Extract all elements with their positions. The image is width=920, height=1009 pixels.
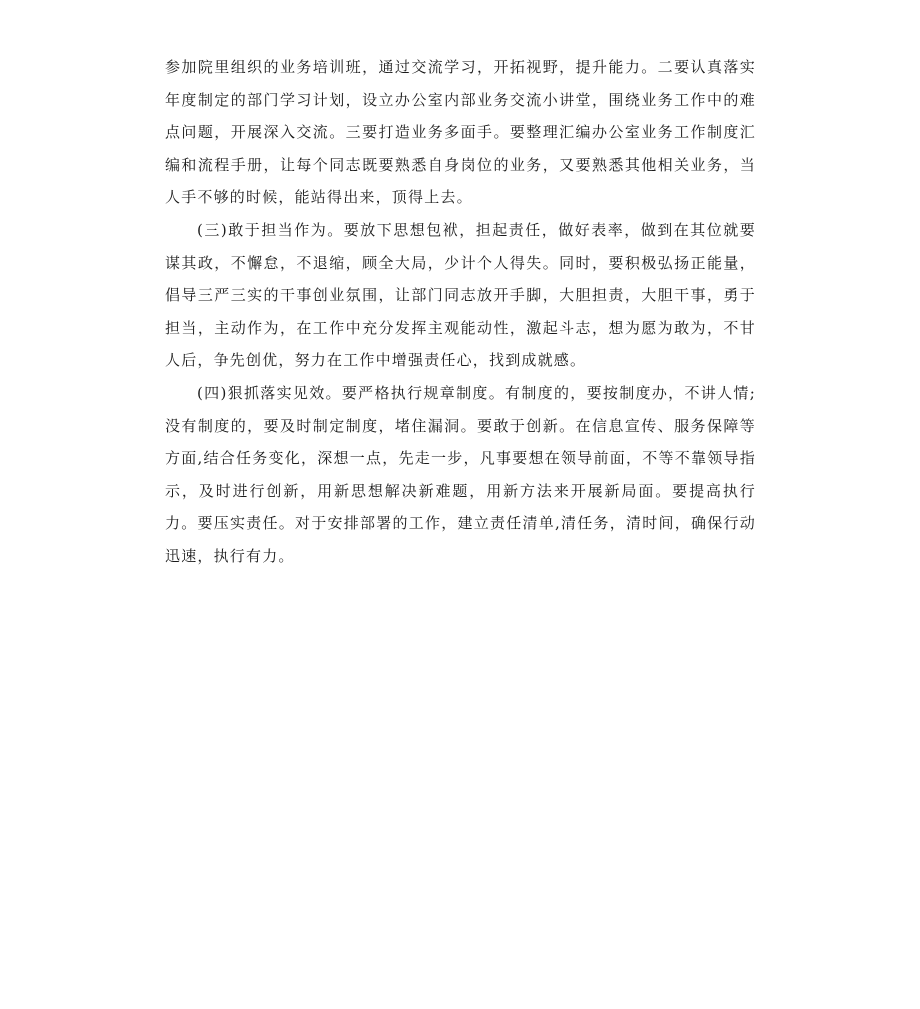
document-page (165, 51, 756, 573)
paragraph-3: (四)狠抓落实见效。要严格执行规章制度。有制度的，要按制度办，不讲人情;没有制度的，要及时制定制度，堵住漏洞。要敢于创新。在信息宣传、服务保障等方面,结合任务变化，深想一点，先走一步，凡事要想在领导前面，不等不靠领导指示，及时进行创新，用新思想解决新难题，用新方法来开展新局面。要提高执行力。要压实责任。对于安排部署的工作，建立责任清单,清任务，清时间，确保行动迅速，执行有力。 (165, 383, 756, 565)
paragraph-1: 参加院里组织的业务培训班，通过交流学习，开拓视野，提升能力。二要认真落实年度制定的部门学习计划，设立办公室内部业务交流小讲堂，围绕业务工作中的难点问题，开展深入交流。三要打造业务多面手。要整理汇编办公室业务工作制度汇编和流程手册，让每个同志既要熟悉自身岗位的业务，又要熟悉其他相关业务，当人手不够的时候，能站得出来，顶得上去。 (165, 58, 756, 207)
paragraph-2: (三)敢于担当作为。要放下思想包袱，担起责任，做好表率，做到在其位就要谋其政，不懈怠，不退缩，顾全大局，少计个人得失。同时，要积极弘扬正能量，倡导三严三实的干事创业氛围，让部门同志放开手脚，大胆担责，大胆干事，勇于担当，主动作为，在工作中充分发挥主观能动性，激起斗志，想为愿为敢为，不甘人后，争先创优，努力在工作中增强责任心，找到成就感。 (165, 220, 756, 370)
